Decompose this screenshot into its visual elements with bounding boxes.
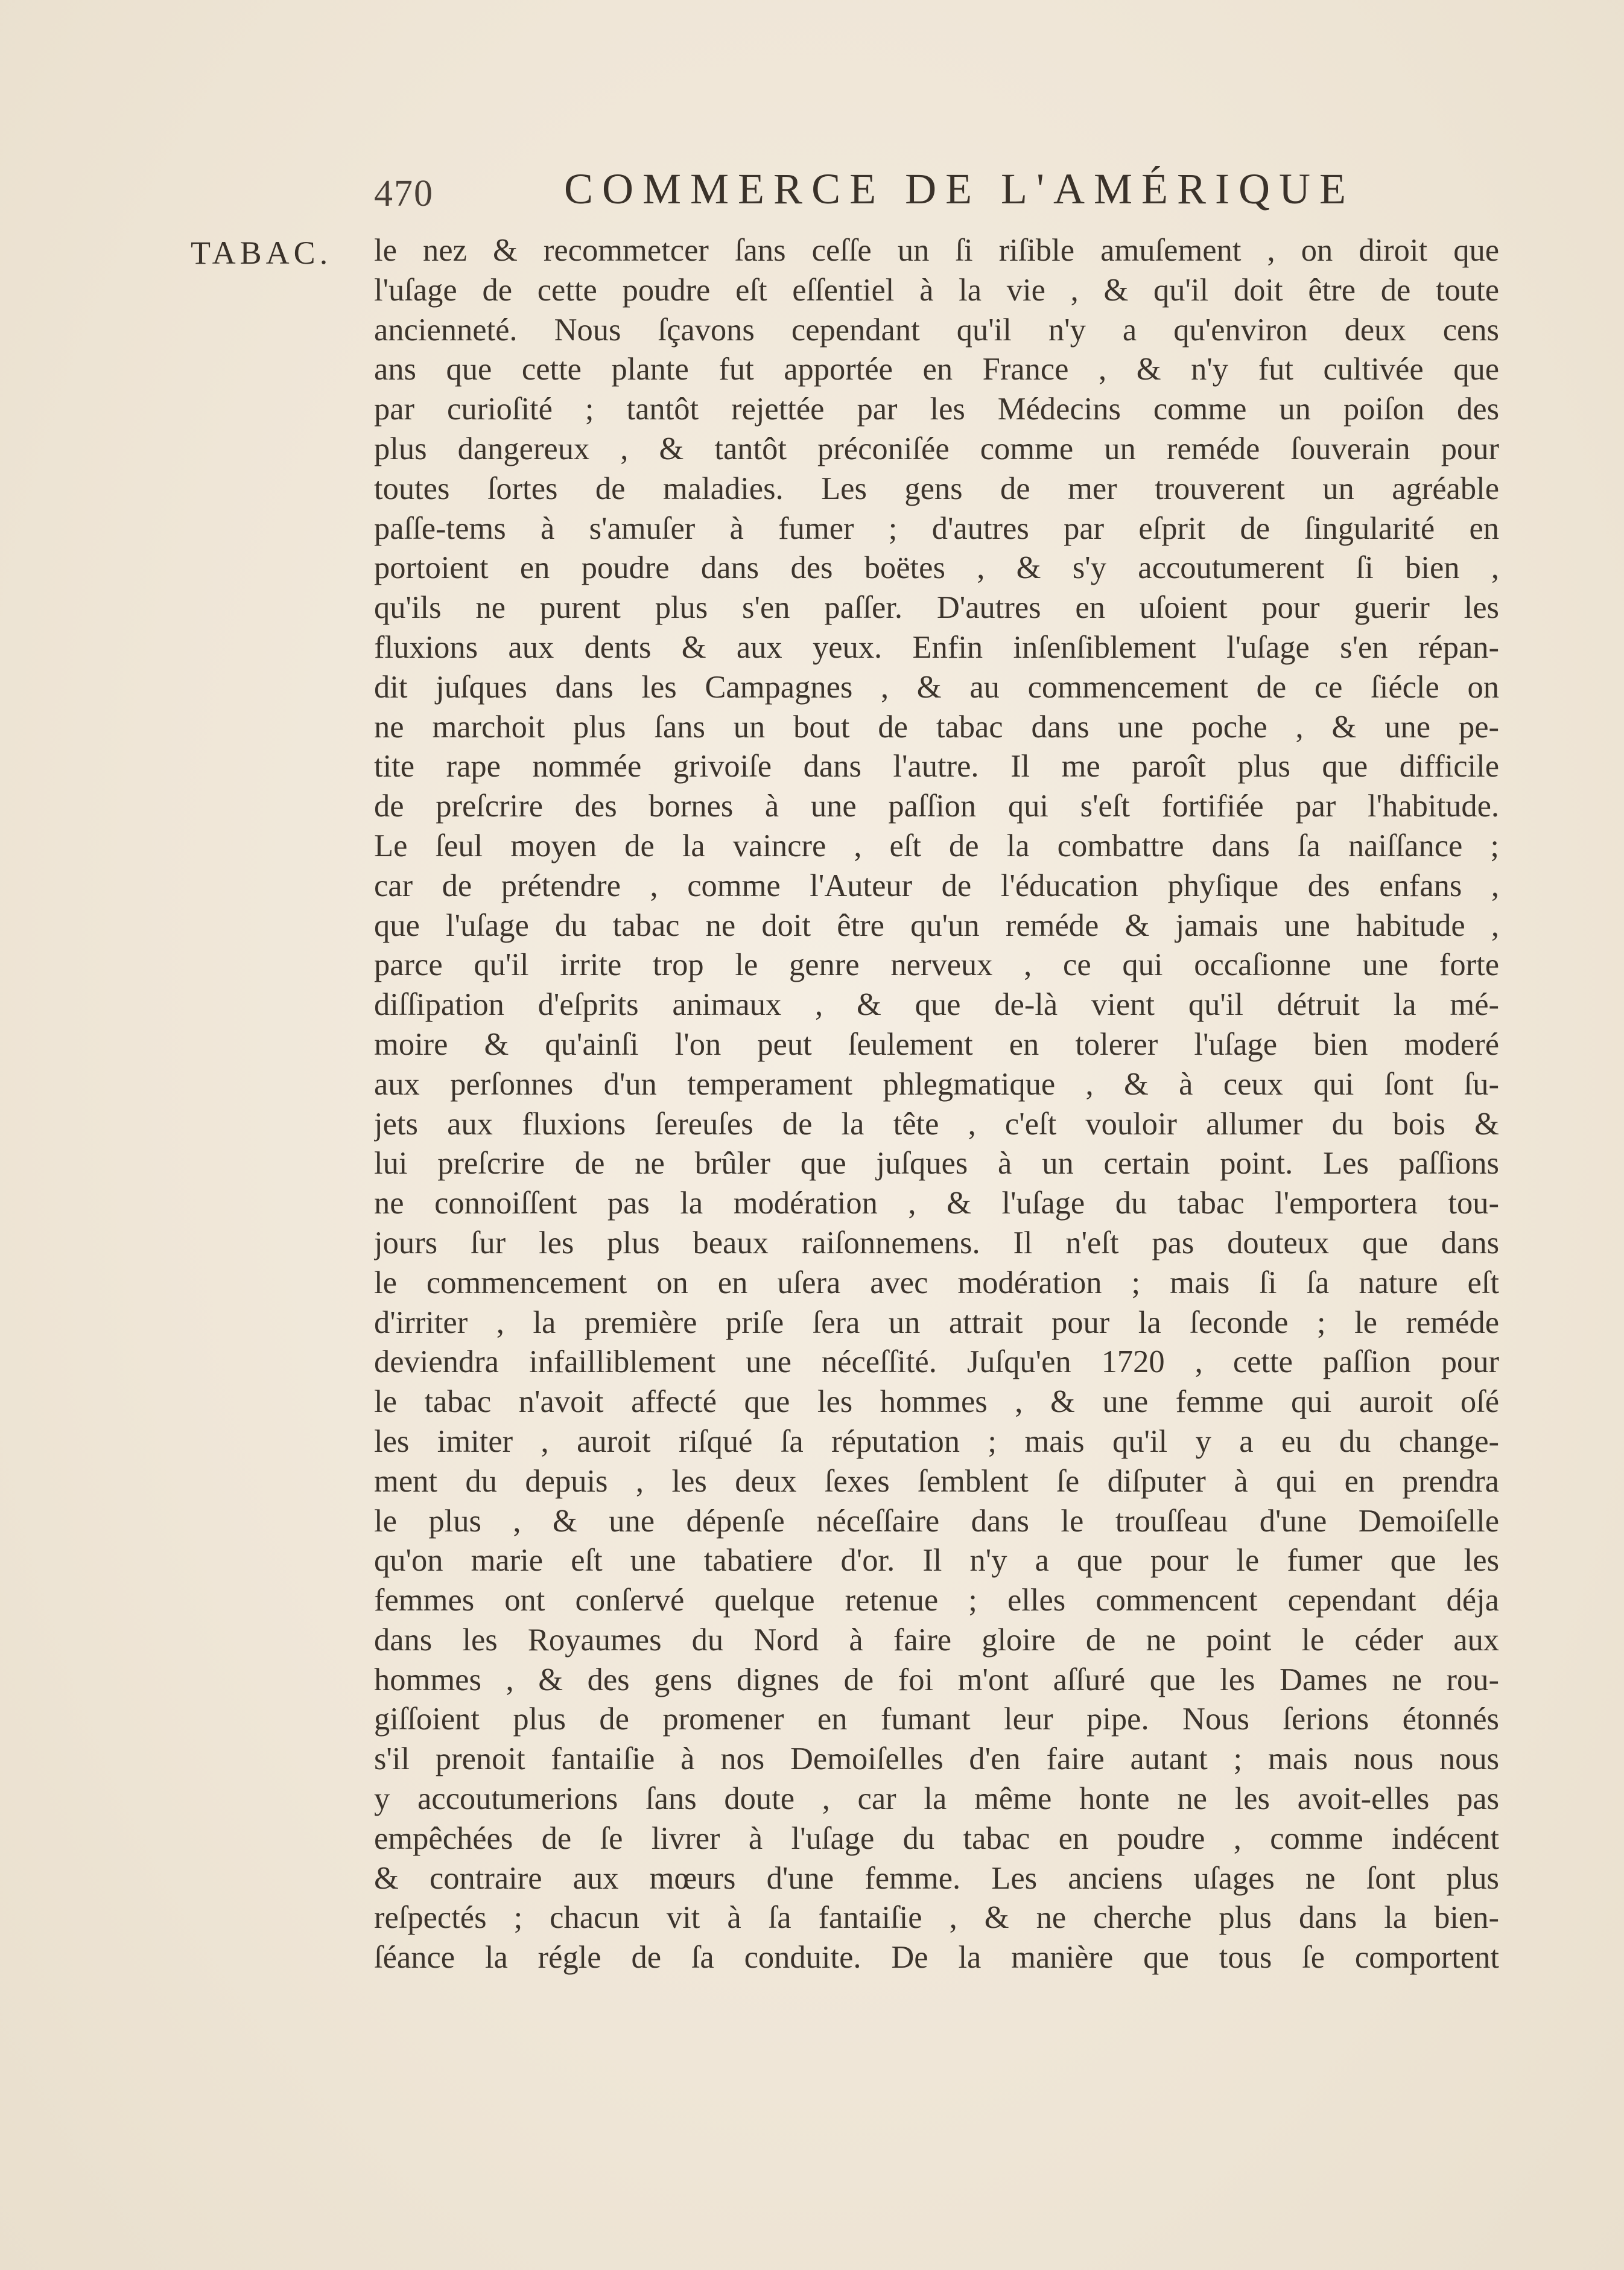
text-line: ſéance la régle de ſa conduite. De la manière que tous ſe comportent [374, 1940, 1499, 1976]
text-line: deviendra infailliblement une néceſſité. Juſqu'en 1720 , cette paſſion pour [374, 1344, 1499, 1380]
text-line: de preſcrire des bornes à une paſſion qui s'eſt fortifiée par l'habitude. [374, 789, 1499, 824]
text-line: jours ſur les plus beaux raiſonnemens. Il n'eſt pas douteux que dans [374, 1225, 1499, 1261]
text-line: moire & qu'ainſi l'on peut ſeulement en tolerer l'uſage bien moderé [374, 1026, 1499, 1062]
text-line: Le ſeul moyen de la vaincre , eſt de la combattre dans ſa naiſſance ; [374, 828, 1499, 863]
text-line: toutes ſortes de maladies. Les gens de mer trouverent un agréable [374, 471, 1499, 506]
text-line: reſpectés ; chacun vit à ſa fantaiſie , & ne cherche plus dans la bien- [374, 1900, 1499, 1936]
text-line: aux perſonnes d'un temperament phlegmatique , & à ceux qui ſont ſu- [374, 1066, 1499, 1102]
text-line: car de prétendre , comme l'Auteur de l'éducation phyſique des enfans , [374, 868, 1499, 903]
text-line: y accoutumerions ſans doute , car la même honte ne les avoit-elles pas [374, 1781, 1499, 1817]
text-line: d'irriter , la première priſe ſera un attrait pour la ſeconde ; le reméde [374, 1305, 1499, 1340]
text-line: que l'uſage du tabac ne doit être qu'un reméde & jamais une habitude , [374, 908, 1499, 943]
text-line: giſſoient plus de promener en fumant leur pipe. Nous ſerions étonnés [374, 1702, 1499, 1737]
text-line: dit juſques dans les Campagnes , & au commencement de ce ſiécle on [374, 669, 1499, 705]
text-line: le nez & recommetcer ſans ceſſe un ſi riſible amuſement , on diroit que [374, 233, 1499, 268]
text-line: jets aux fluxions ſereuſes de la tête , c'eſt vouloir allumer du bois & [374, 1106, 1499, 1142]
margin-note: TABAC. [191, 235, 332, 271]
text-line: l'uſage de cette poudre eſt eſſentiel à la vie , & qu'il doit être de toute [374, 272, 1499, 308]
text-line: empêchées de ſe livrer à l'uſage du tabac en poudre , comme indécent [374, 1820, 1499, 1856]
text-line: fluxions aux dents & aux yeux. Enfin inſenſiblement l'uſage s'en répan- [374, 629, 1499, 665]
text-line: diſſipation d'eſprits animaux , & que de-là vient qu'il détruit la mé- [374, 987, 1499, 1023]
page-number: 470 [374, 173, 434, 214]
text-line: le tabac n'avoit affecté que les hommes , & une femme qui auroit oſé [374, 1384, 1499, 1420]
text-line: plus dangereux , & tantôt préconiſée comme un reméde ſouverain pour [374, 431, 1499, 466]
text-line: les imiter , auroit riſqué ſa réputation ; mais qu'il y a eu du change- [374, 1423, 1499, 1459]
text-line: s'il prenoit fantaiſie à nos Demoiſelles d'en faire autant ; mais nous nous [374, 1741, 1499, 1777]
text-line: le plus , & une dépenſe néceſſaire dans le trouſſeau d'une Demoiſelle [374, 1503, 1499, 1539]
text-line: ans que cette plante fut apportée en France , & n'y fut cultivée que [374, 352, 1499, 387]
text-line: paſſe-tems à s'amuſer à fumer ; d'autres par eſprit de ſingularité en [374, 510, 1499, 546]
text-line: ment du depuis , les deux ſexes ſemblent ſe diſputer à qui en prendra [374, 1463, 1499, 1499]
text-line: femmes ont conſervé quelque retenue ; elles commencent cependant déja [374, 1583, 1499, 1618]
running-head: COMMERCE DE L'AMÉRIQUE [564, 165, 1355, 213]
text-line: ne marchoit plus ſans un bout de tabac dans une poche , & une pe- [374, 709, 1499, 745]
text-line: qu'ils ne purent plus s'en paſſer. D'autres en uſoient pour guerir les [374, 590, 1499, 626]
text-line: dans les Royaumes du Nord à faire gloire de ne point le céder aux [374, 1622, 1499, 1658]
text-line: qu'on marie eſt une tabatiere d'or. Il n'y a que pour le fumer que les [374, 1543, 1499, 1579]
text-line: le commencement on en uſera avec modération ; mais ſi ſa nature eſt [374, 1265, 1499, 1300]
text-line: parce qu'il irrite trop le genre nerveux , ce qui occaſionne une forte [374, 947, 1499, 983]
text-line: lui preſcrire de ne brûler que juſques à un certain point. Les paſſions [374, 1146, 1499, 1181]
body-text [374, 231, 1499, 1978]
text-line: tite rape nommée grivoiſe dans l'autre. Il me paroît plus que difficile [374, 749, 1499, 784]
text-line: ne connoiſſent pas la modération , & l'uſage du tabac l'emportera tou- [374, 1186, 1499, 1221]
page-header [374, 164, 1496, 218]
text-line: ancienneté. Nous ſçavons cependant qu'il n'y a qu'environ deux cens [374, 312, 1499, 348]
text-line: par curioſité ; tantôt rejettée par les Médecins comme un poiſon des [374, 392, 1499, 427]
text-line: hommes , & des gens dignes de foi m'ont aſſuré que les Dames ne rou- [374, 1662, 1499, 1697]
text-line: & contraire aux mœurs d'une femme. Les anciens uſages ne ſont plus [374, 1860, 1499, 1896]
text-line: portoient en poudre dans des boëtes , & s'y accoutumerent ſi bien , [374, 550, 1499, 586]
